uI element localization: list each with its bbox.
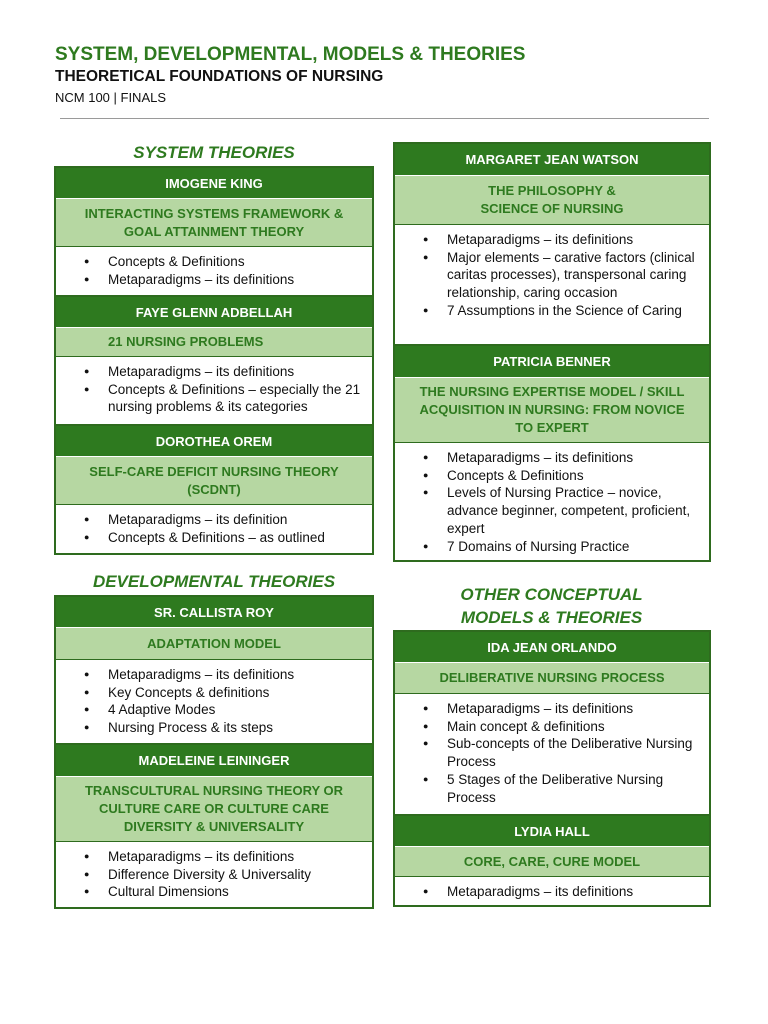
list-item: ● Metaparadigms – its definitions xyxy=(84,666,368,684)
list-item: ● Major elements – carative factors (clinical caritas processes), transpersonal caring relationship, caring occasion xyxy=(423,249,703,302)
theory-title-line: DIVERSITY & UNIVERSALITY xyxy=(123,819,305,834)
list-item: ● Metaparadigms – its definitions xyxy=(423,231,703,249)
list-item: ● 7 Domains of Nursing Practice xyxy=(423,538,703,556)
theory-title-line: THE NURSING EXPERTISE MODEL / SKILL xyxy=(419,384,685,399)
list-item: ● Key Concepts & definitions xyxy=(84,684,368,702)
topic-list xyxy=(395,694,709,814)
theorist-name: LYDIA HALL xyxy=(395,814,709,846)
list-item: ● Main concept & definitions xyxy=(423,718,703,736)
topic-list xyxy=(395,877,709,905)
system-theories-card xyxy=(54,166,374,555)
theorist-name: PATRICIA BENNER xyxy=(395,344,709,377)
list-item: ● Metaparadigms – its definition xyxy=(84,511,368,529)
section-heading-other-line1: OTHER CONCEPTUAL xyxy=(460,585,643,604)
list-item: ● Metaparadigms – its definitions xyxy=(84,848,368,866)
theory-title xyxy=(56,198,372,247)
list-item: ● Difference Diversity & Universality xyxy=(84,866,368,884)
list-item: ● Sub-concepts of the Deliberative Nursing Process xyxy=(423,735,703,770)
theory-title: DELIBERATIVE NURSING PROCESS xyxy=(395,662,709,694)
theorist-name: MADELEINE LEININGER xyxy=(56,743,372,776)
theorist-name: FAYE GLENN ADBELLAH xyxy=(56,295,372,327)
list-item: ● Metaparadigms – its definitions xyxy=(84,363,368,381)
course-label: NCM 100 | FINALS xyxy=(55,90,167,105)
document-subtitle: THEORETICAL FOUNDATIONS OF NURSING xyxy=(55,68,384,85)
theory-title-line: THE PHILOSOPHY & xyxy=(488,183,616,198)
header-divider xyxy=(60,118,709,119)
topic-list xyxy=(395,225,709,344)
list-item: ● 4 Adaptive Modes xyxy=(84,701,368,719)
list-item: ● Concepts & Definitions – as outlined xyxy=(84,529,368,547)
list-item: ● Metaparadigms – its definitions xyxy=(84,271,368,289)
theory-title-line: TO EXPERT xyxy=(515,420,589,435)
topic-list xyxy=(56,505,372,551)
topic-list xyxy=(56,247,372,295)
theory-title xyxy=(56,456,372,505)
section-heading-other xyxy=(393,583,710,629)
developmental-theories-card xyxy=(54,595,374,909)
section-heading-developmental: DEVELOPMENTAL THEORIES xyxy=(92,572,336,591)
section-heading-other-line2: MODELS & THEORIES xyxy=(460,608,643,627)
theory-title xyxy=(395,377,709,443)
theory-title: 21 NURSING PROBLEMS xyxy=(56,327,372,357)
philosophy-theories-card xyxy=(393,142,711,562)
list-item: ● Levels of Nursing Practice – novice, advance beginner, competent, proficient, expert xyxy=(423,484,703,537)
theory-title-line: CULTURE CARE OR CULTURE CARE xyxy=(99,801,329,816)
topic-list xyxy=(56,357,372,424)
theory-title-line: TRANSCULTURAL NURSING THEORY OR xyxy=(84,783,344,798)
list-item: ● Metaparadigms – its definitions xyxy=(423,883,705,901)
theorist-name: IDA JEAN ORLANDO xyxy=(395,632,709,662)
theory-title xyxy=(395,175,709,225)
theorist-name: DOROTHEA OREM xyxy=(56,424,372,456)
theory-title xyxy=(56,776,372,842)
topic-list xyxy=(56,842,372,906)
other-models-card xyxy=(393,630,711,907)
list-item: ● Metaparadigms – its definitions xyxy=(423,449,703,467)
theory-title-line: GOAL ATTAINMENT THEORY xyxy=(123,223,305,239)
theory-title-line: SCIENCE OF NURSING xyxy=(480,201,624,216)
theorist-name: MARGARET JEAN WATSON xyxy=(395,144,709,175)
list-item: ● 5 Stages of the Deliberative Nursing Process xyxy=(423,771,703,806)
list-item: ● Metaparadigms – its definitions xyxy=(423,700,703,718)
list-item: ● 7 Assumptions in the Science of Caring xyxy=(423,302,703,320)
theorist-name: IMOGENE KING xyxy=(56,168,372,198)
theorist-name: SR. CALLISTA ROY xyxy=(56,597,372,627)
theory-title: ADAPTATION MODEL xyxy=(56,627,372,660)
theory-title: CORE, CARE, CURE MODEL xyxy=(395,846,709,877)
list-item: ● Cultural Dimensions xyxy=(84,883,368,901)
section-heading-system: SYSTEM THEORIES xyxy=(133,143,295,162)
topic-list xyxy=(56,660,372,743)
theory-title-line: SELF-CARE DEFICIT NURSING THEORY xyxy=(89,463,339,479)
list-item: ● Concepts & Definitions xyxy=(423,467,703,485)
document-header xyxy=(55,44,715,107)
theory-title-line: (SCDNT) xyxy=(187,481,241,497)
theory-title-line: ACQUISITION IN NURSING: FROM NOVICE xyxy=(419,402,685,417)
theory-title-line: INTERACTING SYSTEMS FRAMEWORK & xyxy=(84,205,344,221)
topic-list xyxy=(395,443,709,560)
list-item: ● Nursing Process & its steps xyxy=(84,719,368,737)
document-title: SYSTEM, DEVELOPMENTAL, MODELS & THEORIES xyxy=(55,44,526,65)
list-item: ● Concepts & Definitions xyxy=(84,253,368,271)
list-item: ● Concepts & Definitions – especially the 21 nursing problems & its categories xyxy=(84,381,368,416)
